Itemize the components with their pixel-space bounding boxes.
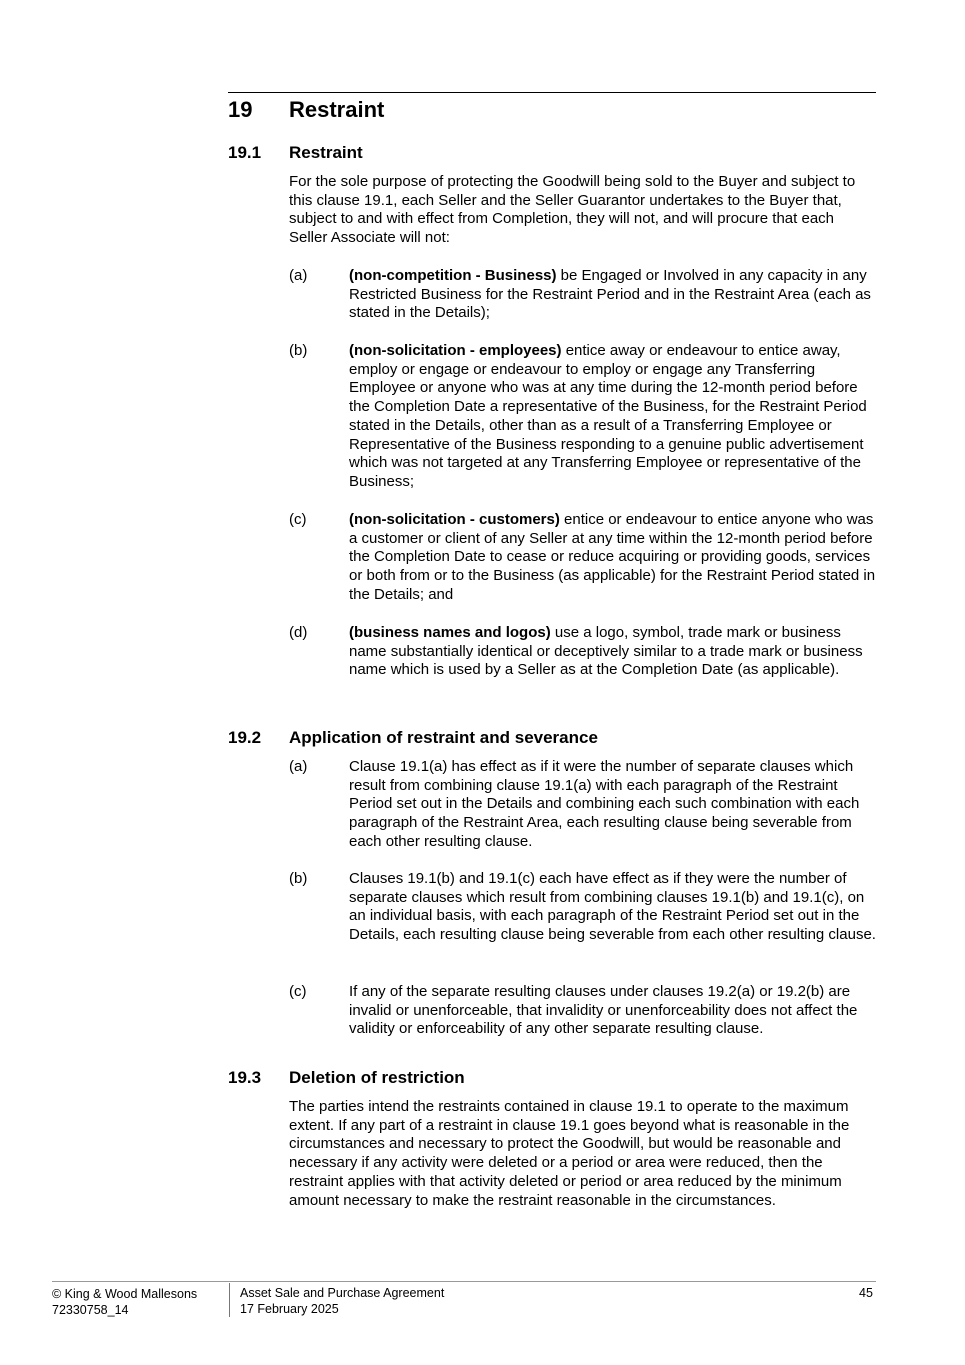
list-item-heading: (business names and logos) <box>349 624 551 641</box>
footer-copyright: © King & Wood Mallesons <box>52 1287 198 1301</box>
list-item-text: Clauses 19.1(b) and 19.1(c) each have effect as if they were the number of separate clauses which result from combining clauses 19.1(b) and 19.1(c), on an individual basis, with each paragraph of the Restraint Period set out in the Details, each resulting clause being severable from each other resulting clause. <box>349 870 876 944</box>
list-item-label: (b) <box>289 870 308 887</box>
section-number: 19 <box>228 97 253 122</box>
list-item-label: (d) <box>289 624 308 641</box>
clause-heading-19-1 <box>228 142 363 164</box>
footer-date: 17 February 2025 <box>240 1302 339 1316</box>
footer-doc-title: Asset Sale and Purchase Agreement <box>240 1286 445 1300</box>
list-item-text: (non-solicitation - employees) entice away or endeavour to entice away, employ or engage or endeavour to employ or engage any Transferring Employee or anyone who was at any time during the 12-month period before the Completion Date a representative of the Business, for the Restraint Period stated in the Details, other than as a result of a Transferring Employee or Representative of the Business responding to a genuine public advertisement which was not targeted at any Transferring Employee or representative of the Business; <box>349 342 867 490</box>
clause-title: Application of restraint and severance <box>289 728 598 747</box>
clause-number: 19.1 <box>228 143 262 162</box>
clause-body-paragraph: The parties intend the restraints contained in clause 19.1 to operate to the maximum extent. If any part of a restraint in clause 19.1 goes beyond what is reasonable in the circumstances and necessary to protect the Goodwill, but would be reasonable and necessary if any activity were deleted or a period or area were reduced, then the restraint applies with that activity deleted or period or area reduced by the minimum amount necessary to make the restraint reasonable in the circumstances. <box>289 1098 850 1209</box>
list-item-label: (c) <box>289 511 307 528</box>
list-item-text: If any of the separate resulting clauses under clauses 19.2(a) or 19.2(b) are invalid or unenforceable, that invalidity or unenforceability does not affect the validity or enforceability of any other separate resulting clause. <box>349 983 858 1038</box>
page-number: 45 <box>859 1286 873 1300</box>
list-item-heading: (non-solicitation - employees) <box>349 342 562 359</box>
list-item-text: Clause 19.1(a) has effect as if it were the number of separate clauses which result from combining clause 19.1(a) with each paragraph of the Restraint Period set out in the Details and combining each such combination with each paragraph of the Restraint Area, each resulting clause being severable from each other resulting clause. <box>349 758 860 850</box>
clause-title: Deletion of restriction <box>289 1068 465 1087</box>
list-item-text: (non-competition - Business) be Engaged or Involved in any capacity in any Restricted Business for the Restraint Period and in the Restraint Area (each as stated in the Details); <box>349 267 871 322</box>
list-item-label: (c) <box>289 983 307 1000</box>
clause-title: Restraint <box>289 143 363 162</box>
clause-heading-19-3 <box>228 1067 465 1089</box>
section-heading <box>228 96 384 124</box>
list-item-text: (business names and logos) use a logo, symbol, trade mark or business name substantially identical or deceptively similar to a trade mark or business name which is used by a Seller as at the Completion Date (as applicable). <box>349 624 863 679</box>
clause-intro-paragraph: For the sole purpose of protecting the Goodwill being sold to the Buyer and subject to this clause 19.1, each Seller and the Seller Guarantor undertakes to the Buyer that, subject to and with effect from Completion, they will not, and will procure that each Seller Associate will not: <box>289 173 856 247</box>
footer-rule <box>52 1281 876 1282</box>
footer-doc-id: 72330758_14 <box>52 1303 129 1317</box>
clause-heading-19-2 <box>228 727 598 749</box>
section-top-rule <box>228 92 876 93</box>
list-item-heading: (non-solicitation - customers) <box>349 511 560 528</box>
list-item-label: (a) <box>289 758 308 775</box>
clause-number: 19.2 <box>228 728 262 747</box>
section-title: Restraint <box>289 97 385 122</box>
list-item-heading: (non-competition - Business) <box>349 267 557 284</box>
list-item-text: (non-solicitation - customers) entice or endeavour to entice anyone who was a customer or client of any Seller at any time within the 12-month period before the Completion Date to cease or reduce acquiring or providing goods, services or both from or to the Business (as applicable) for the Restraint Period stated in the Details; and <box>349 511 876 603</box>
footer-divider <box>229 1283 230 1317</box>
list-item-label: (b) <box>289 342 308 359</box>
clause-number: 19.3 <box>228 1068 262 1087</box>
list-item-label: (a) <box>289 267 308 284</box>
